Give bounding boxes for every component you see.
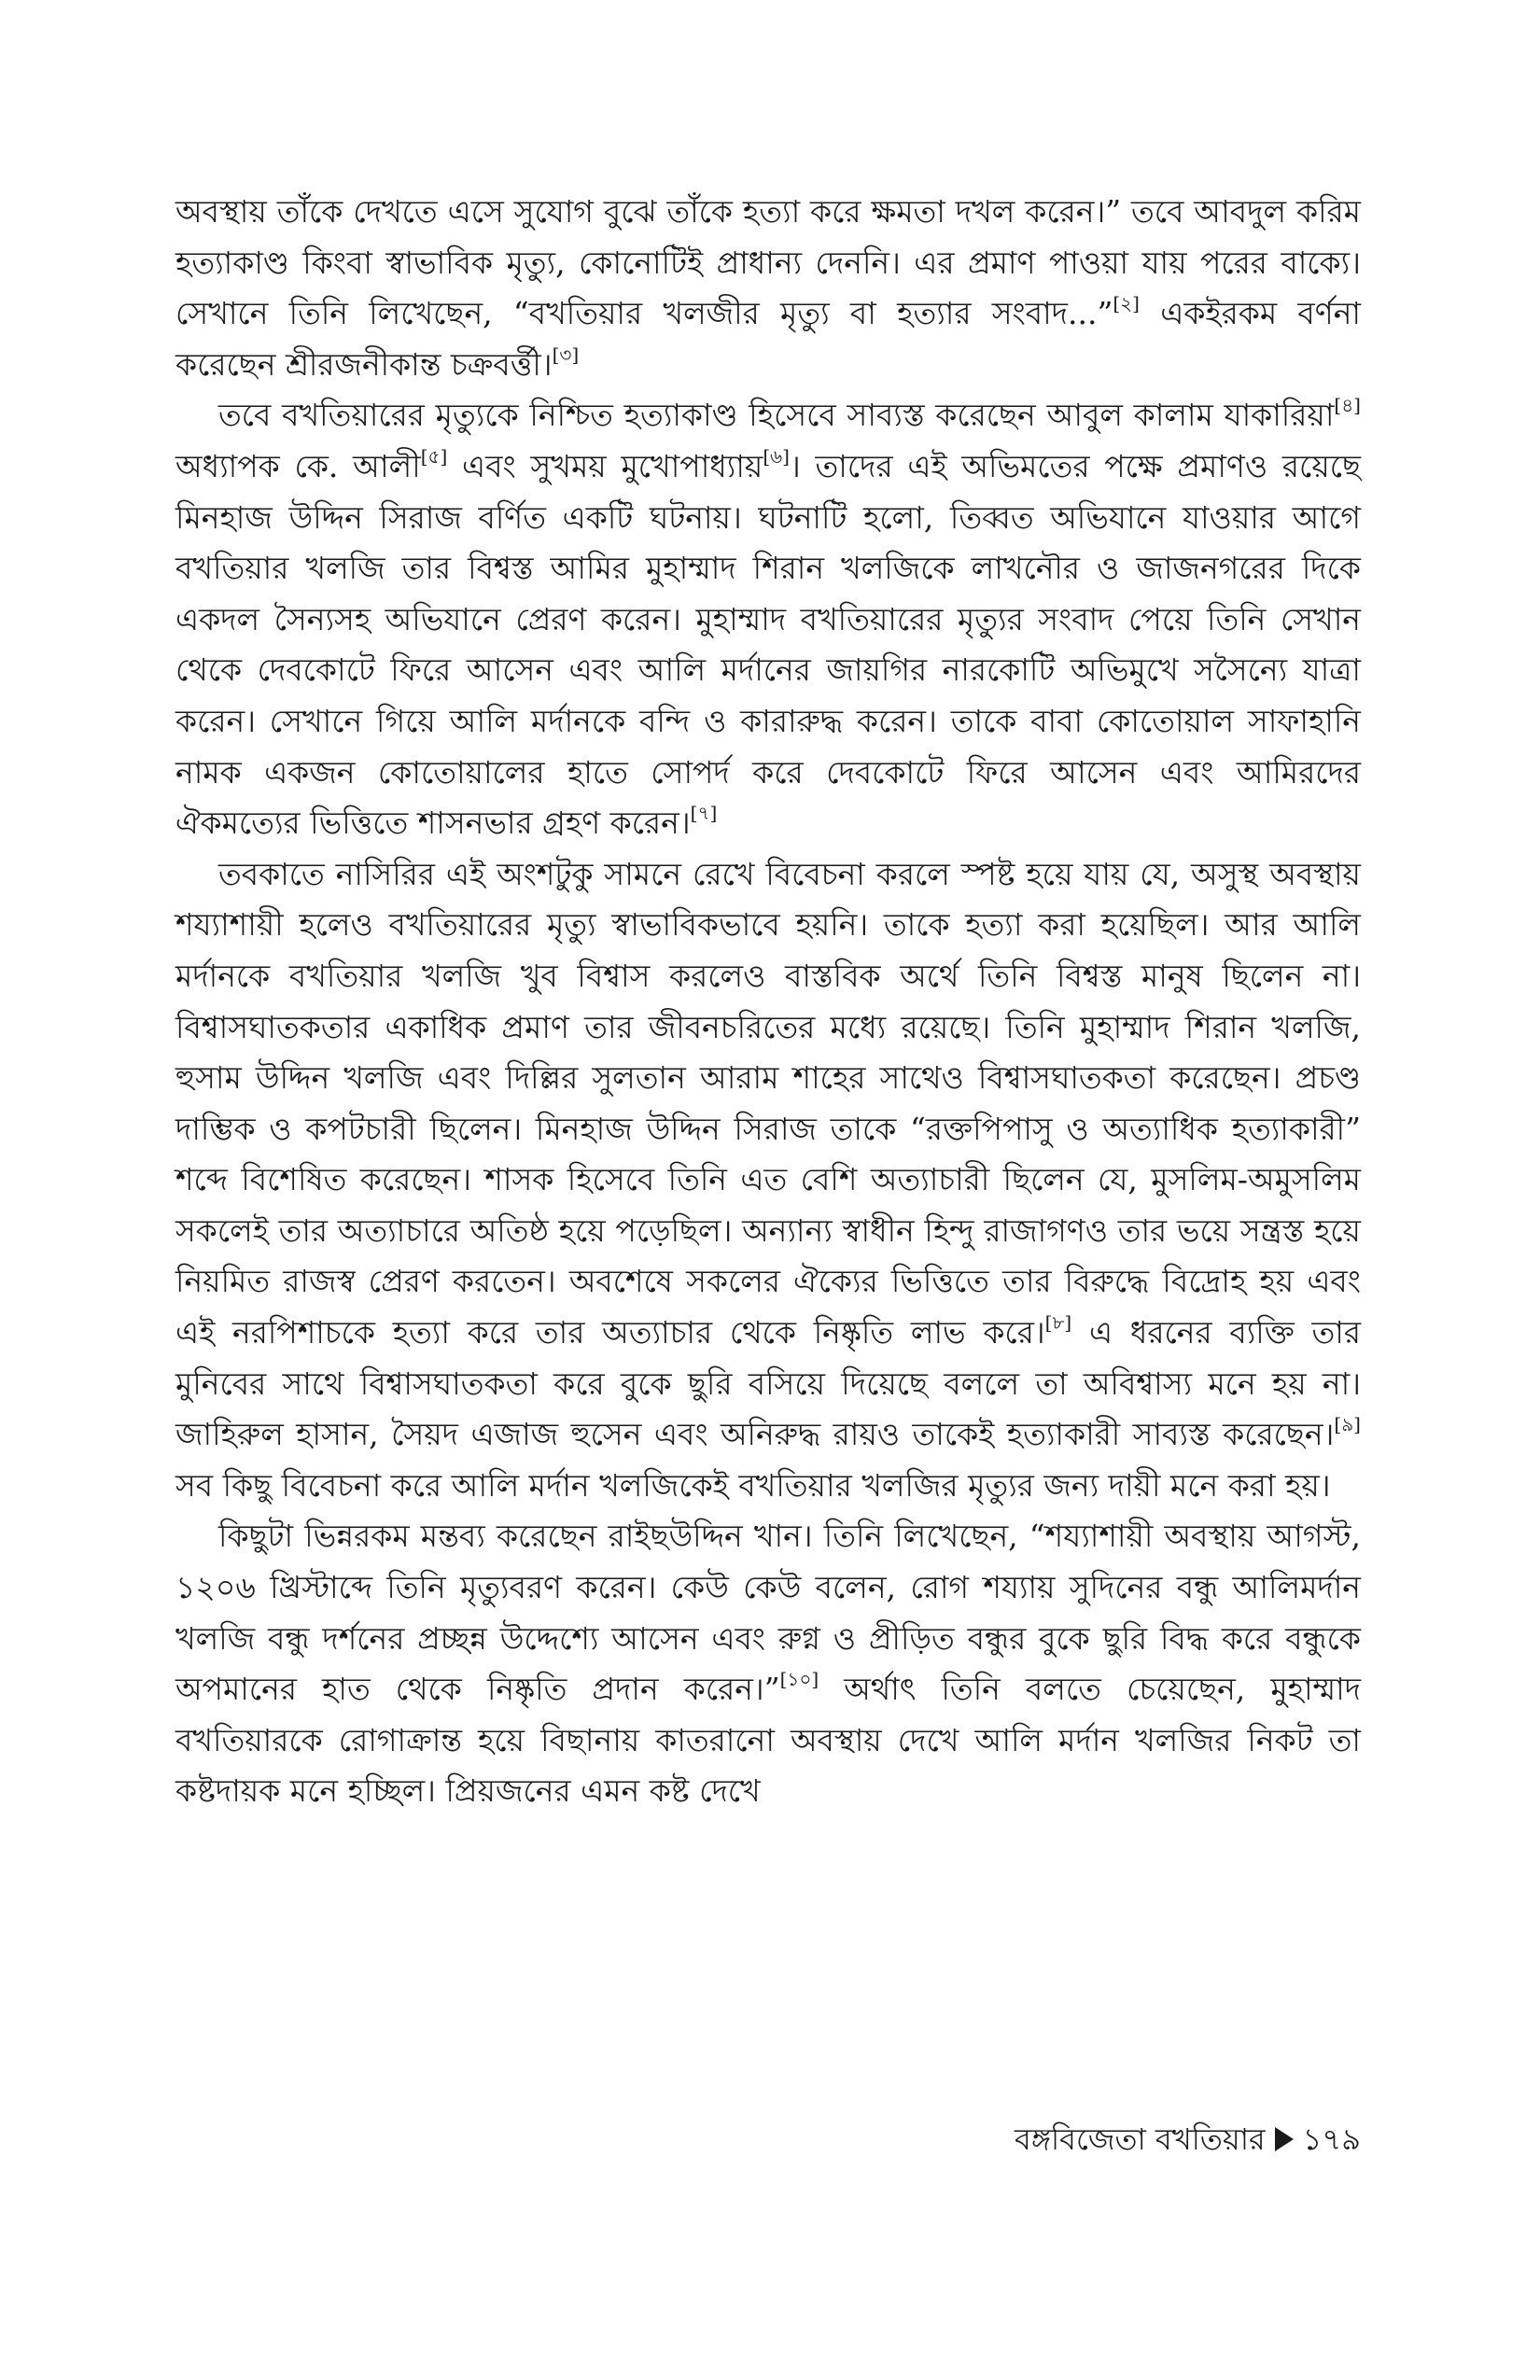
text-span: তবকাতে নাসিরির এই অংশটুকু সামনে রেখে বিবেচনা করলে স্পষ্ট হয়ে যায় যে, অসুস্থ অবস্থায় শয্যাশায়ী হলেও বখতিয়ারের মৃত্যু স্বাভাবিকভাবে হয়নি। তাকে হত্যা করা হয়েছিল। আর আলি মর্দানকে বখতিয়ার খলজি খুব বিশ্বাস করলেও বাস্তবিক অর্থে তিনি বিশ্বস্ত মানুষ ছিলেন না। বিশ্বাসঘাতকতার একাধিক প্রমাণ তার জীবনচরিতের মধ্যে রয়েছে। তিনি মুহাম্মাদ শিরান খলজি, হুসাম উদ্দিন খলজি এবং দিল্লির সুলতান আরাম শাহের সাথেও বিশ্বাসঘাতকতা করেছেন। প্রচণ্ড দাম্ভিক ও কপটচারী ছিলেন। মিনহাজ উদ্দিন সিরাজ তাকে “রক্তপিপাসু ও অত্যাধিক হত্যাকারী” শব্দে বিশেষিত করেছেন। শাসক হিসেবে তিনি এত বেশি অত্যাচারী ছিলেন যে, মুসলিম-অমুসলিম সকলেই তার অত্যাচারে অতিষ্ঠ হয়ে পড়েছিল। অন্যান্য স্বাধীন হিন্দু রাজাগণও তার ভয়ে সন্ত্রস্ত হয়ে নিয়মিত রাজস্ব প্রেরণ করতেন। অবশেষে সকলের ঐক্যের ভিত্তিতে তার বিরুদ্ধে বিদ্রোহ হয় এবং এই নরপিশাচকে হত্যা করে তার অত্যাচার থেকে নিষ্কৃতি লাভ করে। xyxy=(175,855,1361,1351)
paragraph-3 xyxy=(175,849,1361,1512)
text-span: এবং সুখময় মুখোপাধ্যায় xyxy=(447,447,763,484)
text-span: অবস্থায় তাঁকে দেখতে এসে সুযোগ বুঝে তাঁকে হত্যা করে ক্ষমতা দখল করেন।” তবে আবদুল করিম হত্যাকাণ্ড কিংবা স্বাভাবিক মৃত্যু, কোনোটিই প্রাধান্য দেননি। এর প্রমাণ পাওয়া যায় পরের বাক্যে। সেখানে তিনি লিখেছেন, “বখতিয়ার খলজীর মৃত্যু বা হত্যার সংবাদ...” xyxy=(175,193,1361,332)
text-span: । তাদের এই অভিমতের পক্ষে প্রমাণও রয়েছে মিনহাজ উদ্দিন সিরাজ বর্ণিত একটি ঘটনায়। ঘটনাটি হলো, তিব্বত অভিযানে যাওয়ার আগে বখতিয়ার খলজি তার বিশ্বস্ত আমির মুহাম্মাদ শিরান খলজিকে লাখনৌর ও জাজনগরের দিকে একদল সৈন্যসহ অভিযানে প্রেরণ করেন। মুহাম্মাদ বখতিয়ারের মৃত্যুর সংবাদ পেয়ে তিনি সেখান থেকে দেবকোটে ফিরে আসেন এবং আলি মর্দানের জায়গির নারকোটি অভিমুখে সসৈন্যে যাত্রা করেন। সেখানে গিয়ে আলি মর্দানকে বন্দি ও কারারুদ্ধ করেন। তাকে বাবা কোতোয়াল সাফাহানি নামক একজন কোতোয়ালের হাতে সোপর্দ করে দেবকোটে ফিরে আসেন এবং আমিরদের ঐকমত্যের ভিত্তিতে শাসনভার গ্রহণ করেন। xyxy=(175,447,1362,842)
footnote-marker: [৩] xyxy=(552,343,580,366)
paragraph-2 xyxy=(175,390,1361,848)
footnote-marker: [৪] xyxy=(1334,394,1361,417)
footnote-marker: [৮] xyxy=(1044,1311,1072,1335)
page-number: ১৭৯ xyxy=(1302,2121,1361,2157)
text-span: একইরকম বর্ণনা করেছেন শ্রীরজনীকান্ত চক্রবর্ত্তী। xyxy=(175,295,1361,383)
footnote-marker: [৫] xyxy=(420,444,448,468)
footnote-marker: [২] xyxy=(1113,292,1140,315)
text-span: এ ধরনের ব্যক্তি তার মুনিবের সাথে বিশ্বাসঘাতকতা করে বুকে ছুরি বসিয়ে দিয়েছে বললে তা অবিশ্বাস্য মনে হয় না। জাহিরুল হাসান, সৈয়দ এজাজ হুসেন এবং অনিরুদ্ধ রায়ও তাকেই হত্যাকারী সাব্যস্ত করেছেন। xyxy=(175,1314,1361,1453)
footnote-marker: [৭] xyxy=(690,802,718,825)
triangle-icon xyxy=(1275,2127,1294,2151)
body-text xyxy=(175,187,1361,1817)
paragraph-4 xyxy=(175,1511,1361,1817)
footnote-marker: [৯] xyxy=(1334,1413,1361,1436)
footnote-marker: [৬] xyxy=(763,444,790,468)
text-span: কিছুটা ভিন্নরকম মন্তব্য করেছেন রাইছউদ্দিন খান। তিনি লিখেছেন, “শয্যাশায়ী অবস্থায় আগস্ট, ১২০৬ খ্রিস্টাব্দে তিনি মৃত্যুবরণ করেন। কেউ কেউ বলেন, রোগ শয্যায় সুদিনের বন্ধু আলিমর্দান খলজি বন্ধু দর্শনের প্রচ্ছন্ন উদ্দেশ্যে আসেন এবং রুগ্ন ও প্রীড়িত বন্ধুর বুকে ছুরি বিদ্ধ করে বন্ধুকে অপমানের হাত থেকে নিষ্কৃতি প্রদান করেন।” xyxy=(175,1518,1361,1708)
page-footer xyxy=(1015,2121,1361,2158)
text-span: অধ্যাপক কে. আলী xyxy=(175,447,421,484)
paragraph-1 xyxy=(175,187,1361,390)
book-title: বঙ্গবিজেতা বখতিয়ার xyxy=(1014,2121,1266,2157)
text-span: তবে বখতিয়ারের মৃত্যুকে নিশ্চিত হত্যাকাণ্ড হিসেবে সাব্যস্ত করেছেন আবুল কালাম যাকারিয়া xyxy=(218,397,1335,434)
footnote-marker: [১০] xyxy=(779,1668,819,1691)
text-span: সব কিছু বিবেচনা করে আলি মর্দান খলজিকেই বখতিয়ার খলজির মৃত্যুর জন্য দায়ী মনে করা হয়। xyxy=(175,1466,1331,1504)
text-span: অর্থাৎ তিনি বলতে চেয়েছেন, মুহাম্মাদ বখতিয়ারকে রোগাক্রান্ত হয়ে বিছানায় কাতরানো অবস্থায় দেখে আলি মর্দান খলজির নিকট তা কষ্টদায়ক মনে হচ্ছিল। প্রিয়জনের এমন কষ্ট দেখে xyxy=(175,1671,1361,1810)
